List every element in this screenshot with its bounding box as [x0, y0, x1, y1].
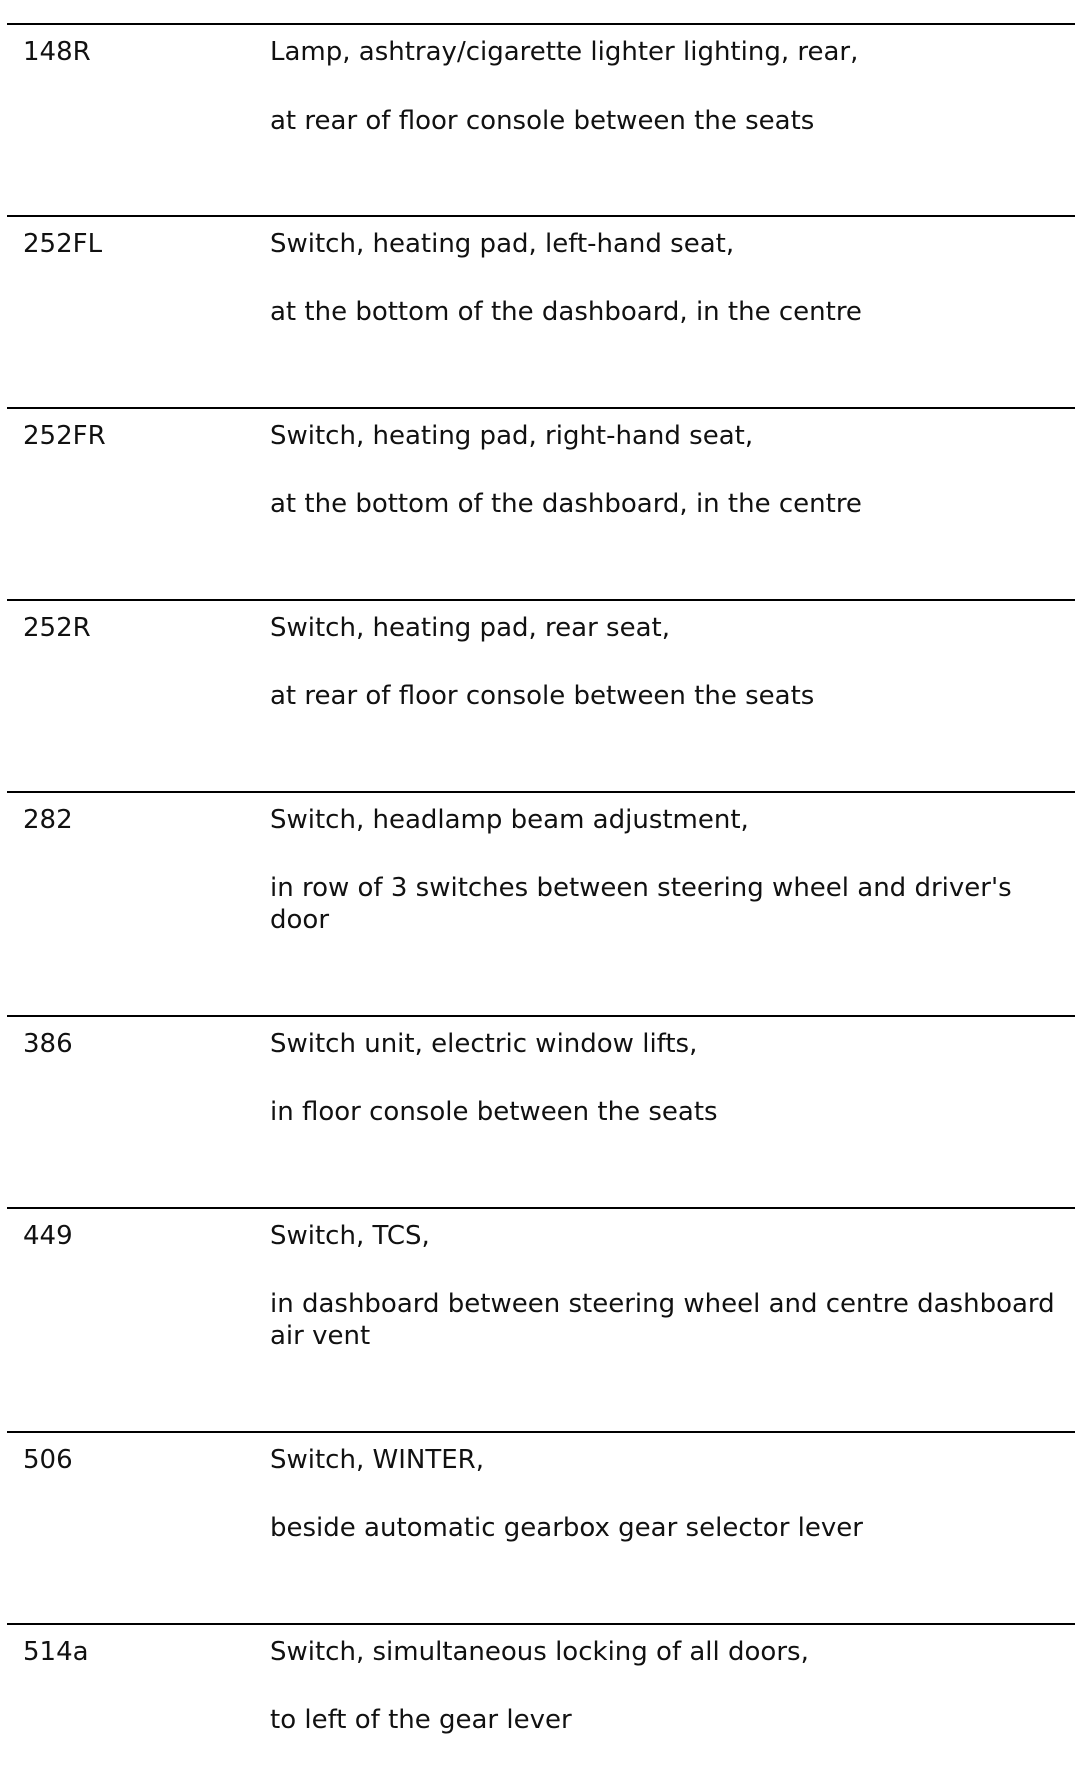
component-code: 506 [23, 1445, 73, 1475]
component-code: 148R [23, 37, 91, 67]
component-location: to left of the gear lever [270, 1705, 572, 1735]
component-description: Switch, heating pad, right-hand seat, [270, 421, 754, 451]
component-location: beside automatic gearbox gear selector lever [270, 1513, 863, 1543]
row-divider [7, 1623, 1075, 1625]
row-divider [7, 407, 1075, 409]
component-location: in floor console between the seats [270, 1097, 718, 1127]
component-location: at the bottom of the dashboard, in the centre [270, 297, 862, 327]
component-code: 252FR [23, 421, 106, 451]
component-location: at rear of floor console between the seats [270, 681, 815, 711]
component-code: 282 [23, 805, 73, 835]
row-divider [7, 23, 1075, 25]
component-code: 514a [23, 1637, 89, 1667]
component-code: 252FL [23, 229, 103, 259]
component-location: in row of 3 switches between steering wheel and driver's door [270, 873, 1012, 935]
component-code: 449 [23, 1221, 73, 1251]
row-divider [7, 1015, 1075, 1017]
component-description: Switch, TCS, [270, 1221, 430, 1251]
component-location: at rear of floor console between the seats [270, 106, 815, 136]
row-divider [7, 215, 1075, 217]
component-location: at the bottom of the dashboard, in the centre [270, 489, 862, 519]
component-description: Switch, heating pad, rear seat, [270, 613, 670, 643]
component-description: Switch unit, electric window lifts, [270, 1029, 698, 1059]
row-divider [7, 1431, 1075, 1433]
row-divider [7, 1207, 1075, 1209]
component-description: Switch, headlamp beam adjustment, [270, 805, 749, 835]
component-code: 386 [23, 1029, 73, 1059]
component-description: Switch, simultaneous locking of all doors, [270, 1637, 809, 1667]
component-code: 252R [23, 613, 91, 643]
component-description: Lamp, ashtray/cigarette lighter lighting, rear, [270, 37, 859, 67]
row-divider [7, 791, 1075, 793]
component-location: in dashboard between steering wheel and centre dashboard air vent [270, 1289, 1055, 1351]
component-description: Switch, heating pad, left-hand seat, [270, 229, 735, 259]
row-divider [7, 599, 1075, 601]
component-description: Switch, WINTER, [270, 1445, 484, 1475]
